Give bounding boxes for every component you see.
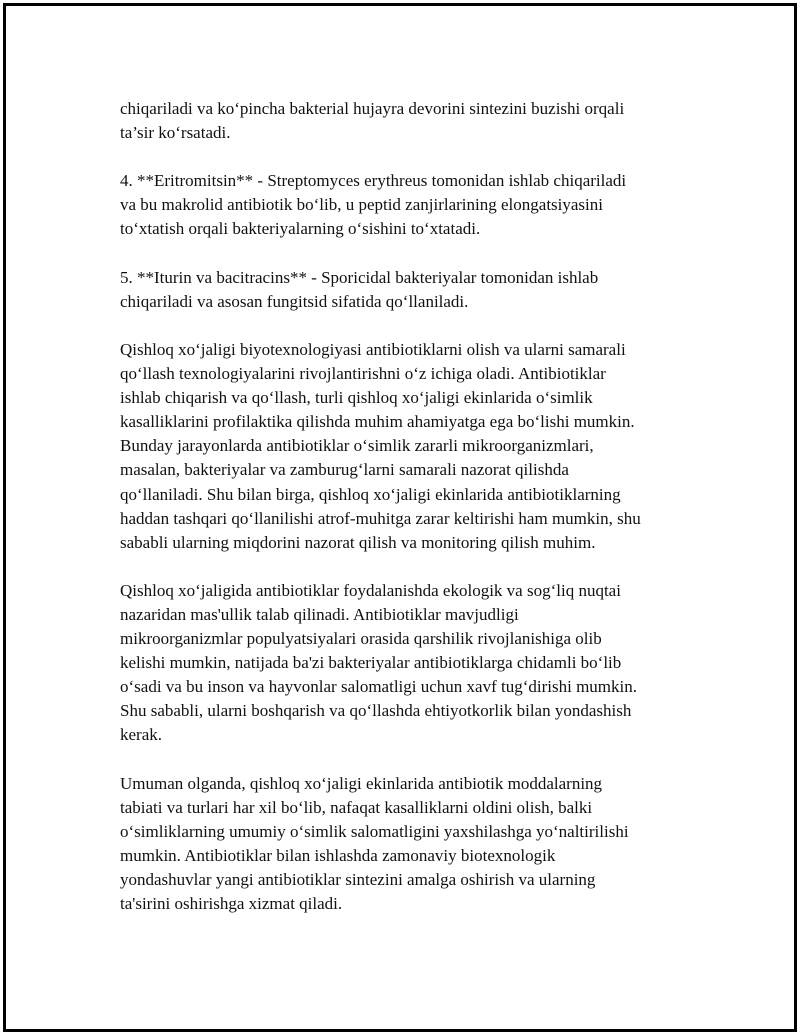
text-line: tabiati va turlari har xil bo‘lib, nafaqat kasalliklarni oldini olish, balki <box>120 797 593 817</box>
text-line: kasalliklarini profilaktika qilishda muhim ahamiyatga ega bo‘lishi mumkin. <box>120 412 635 432</box>
text-line: kelishi mumkin, natijada ba'zi bakteriyalar antibiotiklarga chidamli bo‘lib <box>120 653 622 673</box>
text-line: nazaridan mas'ullik talab qilinadi. Antibiotiklar mavjudligi <box>120 604 519 624</box>
text-line: o‘simliklarning umumiy o‘simlik salomatligini yaxshilashga yo‘naltirilishi <box>120 821 629 841</box>
text-line: Shu sababli, ularni boshqarish va qo‘llashda ehtiyotkorlik bilan yondashish <box>120 701 632 721</box>
text-line: kerak. <box>120 725 163 745</box>
text-line: sababli ularning miqdorini nazorat qilish va monitoring qilish muhim. <box>120 532 596 552</box>
text-line: haddan tashqari qo‘llanilishi atrof-muhitga zarar keltirishi ham mumkin, shu <box>120 508 641 528</box>
text-line: ta'sirini oshirishga xizmat qiladi. <box>120 894 343 914</box>
text-line: yondashuvlar yangi antibiotiklar sintezini amalga oshirish va ularning <box>120 870 596 889</box>
paragraph <box>120 579 700 748</box>
paragraph <box>120 772 700 917</box>
text-line: 5. **Iturin va bacitracins** - Sporicidal bakteriyalar tomonidan ishlab <box>120 267 599 287</box>
text-line: qo‘llash texnologiyalarini rivojlantirishni o‘z ichiga oladi. Antibiotiklar <box>120 364 606 384</box>
text-line: ta’sir ko‘rsatadi. <box>120 123 231 143</box>
text-line: Umuman olganda, qishloq xo‘jaligi ekinlarida antibiotik moddalarning <box>120 773 603 793</box>
text-line: Qishloq xo‘jaligi biyotexnologiyasi antibiotiklarni olish va ularni samarali <box>120 339 626 359</box>
paragraph <box>120 266 700 314</box>
text-line: chiqariladi va ko‘pincha bakterial hujayra devorini sintezini buzishi orqali <box>120 99 625 118</box>
text-line: 4. **Eritromitsin** - Streptomyces erythreus tomonidan ishlab chiqariladi <box>120 171 627 191</box>
text-line: o‘sadi va bu inson va hayvonlar salomatligi uchun xavf tug‘dirishi mumkin. <box>120 677 637 697</box>
text-line: qo‘llaniladi. Shu bilan birga, qishloq xo‘jaligi ekinlarida antibiotiklarning <box>120 484 621 504</box>
text-line: chiqariladi va asosan fungitsid sifatida qo‘llaniladi. <box>120 291 469 311</box>
text-line: Bunday jarayonlarda antibiotiklar o‘simlik zararli mikroorganizmlari, <box>120 436 594 456</box>
text-line: masalan, bakteriyalar va zamburug‘larni samarali nazorat qilishda <box>120 460 569 480</box>
paragraph <box>120 338 700 555</box>
paragraph <box>120 169 700 241</box>
document-body <box>120 97 700 916</box>
text-line: ishlab chiqarish va qo‘llash, turli qishloq xo‘jaligi ekinlarida o‘simlik <box>120 388 593 408</box>
page-border <box>3 3 797 1032</box>
text-line: to‘xtatish orqali bakteriyalarning o‘sishini to‘xtatadi. <box>120 219 481 239</box>
text-line: Qishloq xo‘jaligida antibiotiklar foydalanishda ekologik va sog‘liq nuqtai <box>120 580 621 600</box>
paragraph <box>120 97 700 145</box>
text-line: va bu makrolid antibiotik bo‘lib, u peptid zanjirlarining elongatsiyasini <box>120 195 603 215</box>
text-line: mikroorganizmlar populyatsiyalari orasida qarshilik rivojlanishiga olib <box>120 629 602 649</box>
text-line: mumkin. Antibiotiklar bilan ishlashda zamonaviy biotexnologik <box>120 845 556 865</box>
